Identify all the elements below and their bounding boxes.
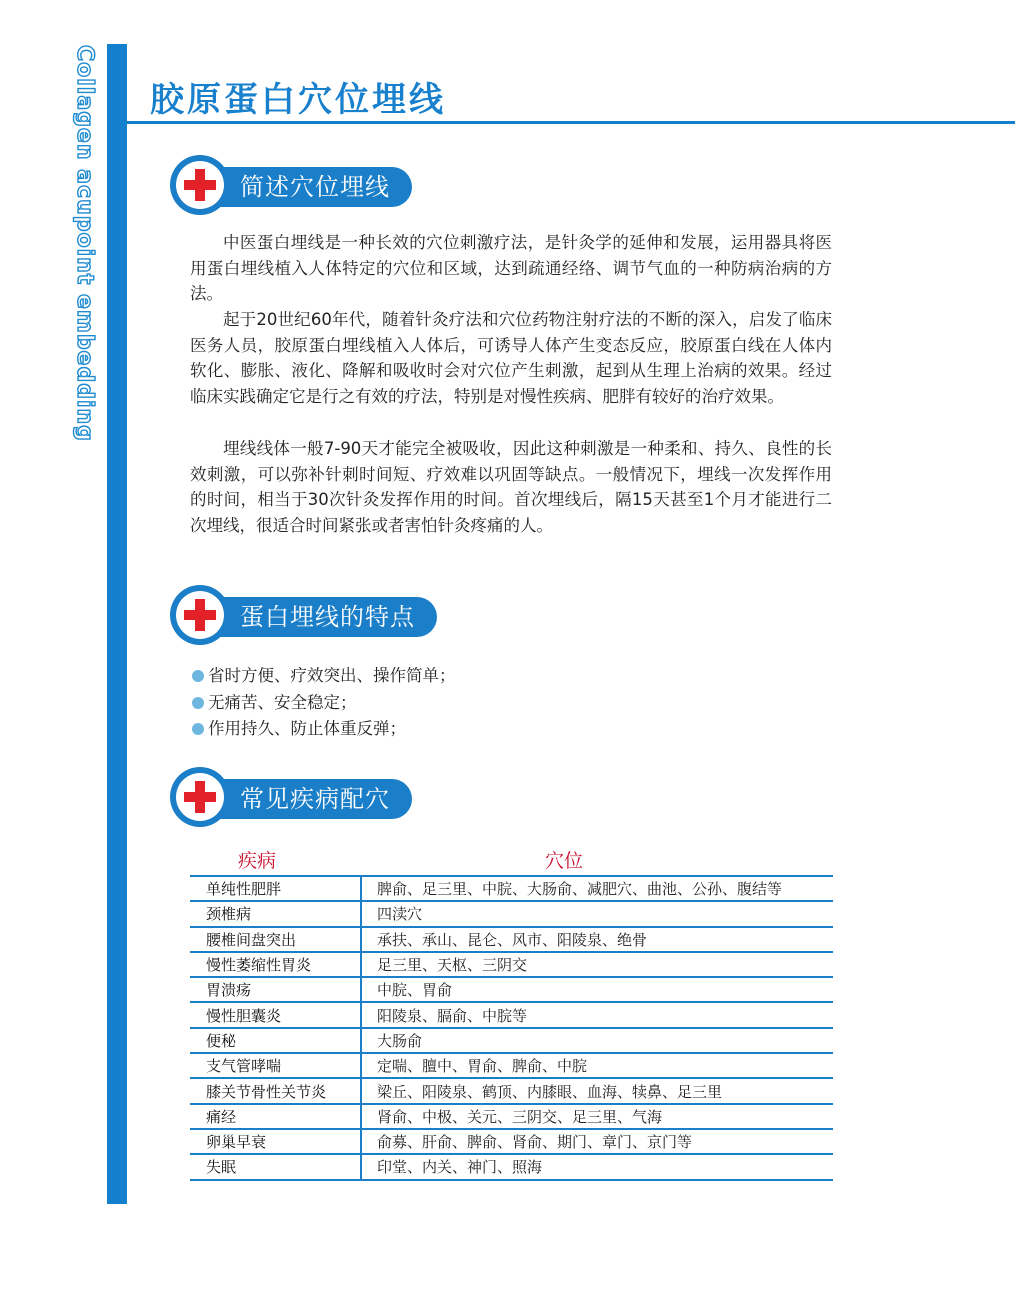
acupoint-cell: 足三里、天枢、三阴交: [361, 952, 833, 977]
disease-cell: 膝关节骨性关节炎: [190, 1078, 361, 1103]
intro-paragraph: 起于20世纪60年代，随着针灸疗法和穴位药物注射疗法的不断的深入，启发了临床医务人员，胶原蛋白埋线植入人体后，可诱导人体产生变态反应，胶原蛋白线在人体内软化、膨胀、液化、降解和吸收时会对穴位产生刺激，起到从生理上治病的效果。经过临床实践确定它是行之有效的疗法，特别是对慢性疾病、肥胖有较好的治疗效果。: [190, 310, 832, 407]
disease-cell: 慢性胆囊炎: [190, 1002, 361, 1027]
table-row: [190, 1053, 833, 1078]
table-row: [190, 1002, 833, 1027]
bullet-dot-icon: [192, 723, 204, 735]
section-heading: 简述穴位埋线: [200, 167, 412, 207]
red-cross-icon: [170, 585, 230, 645]
intro-paragraph: 中医蛋白埋线是一种长效的穴位刺激疗法，是针灸学的延伸和发展，运用器具将医用蛋白埋线植入人体特定的穴位和区域，达到疏通经络、调节气血的一种防病治病的方法。: [190, 233, 832, 304]
bullet-dot-icon: [192, 670, 204, 682]
acupoint-cell: 中脘、胃俞: [361, 977, 833, 1002]
table-row: [190, 1129, 833, 1154]
table-header-acupoints: 穴位: [545, 850, 584, 872]
feature-text: 无痛苦、安全稳定；: [208, 692, 357, 712]
feature-text: 省时方便、疗效突出、操作简单；: [208, 666, 456, 685]
acupoint-cell: 脾俞、足三里、中脘、大肠俞、减肥穴、曲池、公孙、腹结等: [361, 876, 833, 901]
list-item: [192, 716, 456, 743]
acupoint-cell: 定喘、膻中、胃俞、脾俞、中脘: [361, 1053, 833, 1078]
list-item: [192, 663, 456, 690]
disease-cell: 胃溃疡: [190, 977, 361, 1002]
bullet-dot-icon: [192, 697, 204, 709]
table-row: [190, 1028, 833, 1053]
disease-cell: 颈椎病: [190, 901, 361, 926]
red-cross-icon: [170, 767, 230, 827]
section-heading: 常见疾病配穴: [200, 779, 412, 819]
feature-text: 作用持久、防止体重反弹；: [208, 719, 406, 738]
list-item: [192, 690, 456, 717]
disease-cell: 慢性萎缩性胃炎: [190, 952, 361, 977]
disease-cell: 支气管哮喘: [190, 1053, 361, 1078]
table-row: [190, 901, 833, 926]
side-vertical-text: Collagen acupoint embedding: [72, 45, 97, 442]
table-row: [190, 1104, 833, 1129]
acupoint-cell: 肾俞、中极、关元、三阴交、足三里、气海: [361, 1104, 833, 1129]
section-heading: 蛋白埋线的特点: [200, 597, 437, 637]
acupoint-cell: 印堂、内关、神门、照海: [361, 1154, 833, 1179]
title-divider: [127, 121, 1015, 124]
disease-cell: 单纯性肥胖: [190, 876, 361, 901]
acupoint-cell: 梁丘、阳陵泉、鹤顶、内膝眼、血海、犊鼻、足三里: [361, 1078, 833, 1103]
table-header-disease: 疾病: [238, 850, 277, 872]
table-row: [190, 876, 833, 901]
intro-paragraph: 埋线线体一般7-90天才能完全被吸收，因此这种刺激是一种柔和、持久、良性的长效刺激，可以弥补针刺时间短、疗效难以巩固等缺点。一般情况下，埋线一次发挥作用的时间，相当于30次针灸发挥作用的时间。首次埋线后，隔15天甚至1个月才能进行二次埋线，很适合时间紧张或者害怕针灸疼痛的人。: [190, 439, 832, 536]
table-row: [190, 977, 833, 1002]
disease-cell: 卵巢早衰: [190, 1129, 361, 1154]
acupoint-cell: 承扶、承山、昆仑、风市、阳陵泉、绝骨: [361, 927, 833, 952]
side-accent-bar: [107, 44, 127, 1204]
acupoint-cell: 俞募、肝俞、脾俞、肾俞、期门、章门、京门等: [361, 1129, 833, 1154]
table-row: [190, 952, 833, 977]
acupoint-cell: 大肠俞: [361, 1028, 833, 1053]
red-cross-icon: [170, 155, 230, 215]
disease-cell: 腰椎间盘突出: [190, 927, 361, 952]
acupoint-cell: 阳陵泉、膈俞、中脘等: [361, 1002, 833, 1027]
disease-cell: 便秘: [190, 1028, 361, 1053]
disease-cell: 失眠: [190, 1154, 361, 1179]
table-row: [190, 1154, 833, 1179]
acupoint-cell: 四渎穴: [361, 901, 833, 926]
disease-cell: 痛经: [190, 1104, 361, 1129]
disease-acupoint-table: [190, 875, 833, 1181]
feature-list: [192, 663, 456, 743]
table-row: [190, 927, 833, 952]
table-row: [190, 1078, 833, 1103]
page-title: 胶原蛋白穴位埋线: [150, 80, 446, 120]
